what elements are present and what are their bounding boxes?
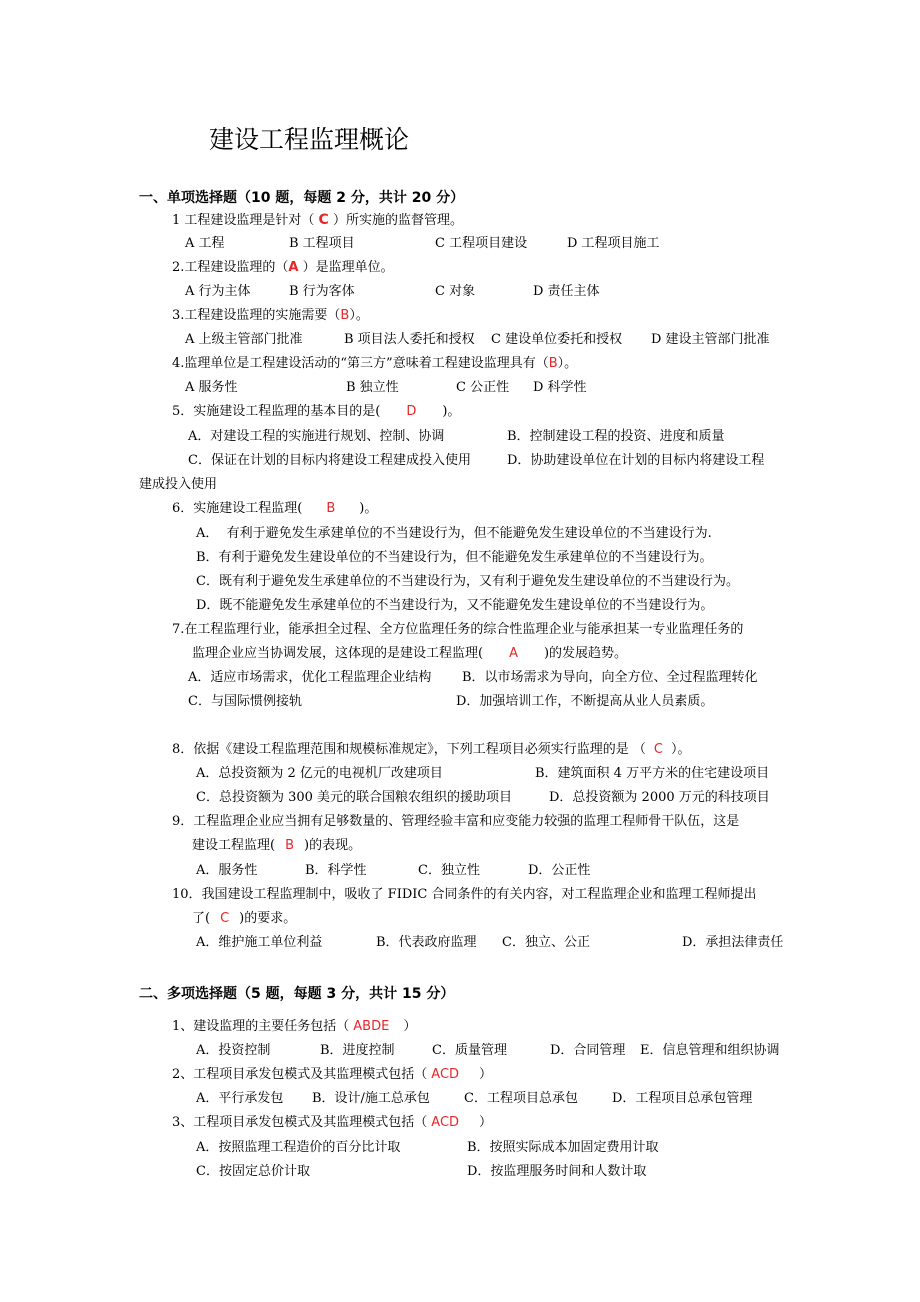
question-text: )。: [359, 501, 378, 516]
option-d: D．工程项目总承包管理: [612, 1091, 753, 1106]
option-c: C．保证在计划的目标内将建设工程建成投入使用: [188, 453, 471, 468]
option-a: A． 有利于避免发生承建单位的不当建设行为，但不能避免发生建设单位的不当建设行为.: [196, 526, 712, 541]
question-text: ）: [479, 1115, 493, 1130]
question-text: 3、工程项目承发包模式及其监理模式包括（: [172, 1115, 428, 1130]
answer-mark: C: [318, 212, 329, 228]
answer-mark: ACD: [431, 1067, 460, 1082]
option-b: B 工程项目: [289, 236, 355, 251]
option-a: A 上级主管部门批准: [185, 332, 303, 347]
option-b: B．科学性: [305, 863, 367, 878]
question-8-stem: [172, 741, 691, 759]
option-c: C 对象: [435, 284, 476, 299]
section-heading-single-choice: 一、单项选择题（10 题，每题 2 分，共计 20 分）: [139, 190, 465, 206]
answer-mark: B: [340, 308, 350, 323]
question-text: ）。: [349, 308, 369, 323]
question-3-stem: [172, 307, 369, 325]
page-title: 建设工程监理概论: [209, 125, 410, 154]
option-b: B 项目法人委托和授权: [344, 332, 475, 347]
question-text: 3.工程建设监理的实施需要（: [172, 308, 341, 323]
option-a: A．服务性: [196, 863, 258, 878]
option-d: D 工程项目施工: [567, 236, 660, 251]
question-text: )。: [442, 404, 461, 419]
option-b: B．进度控制: [320, 1043, 395, 1058]
answer-mark: B: [548, 356, 558, 371]
option-c: C．工程项目总承包: [464, 1091, 578, 1106]
option-d: D．合同管理: [550, 1043, 626, 1058]
option-e: E．信息管理和组织协调: [640, 1043, 780, 1058]
question-text: ）: [479, 1067, 493, 1082]
question-6-stem: [172, 500, 377, 518]
question-5-stem: [172, 403, 460, 421]
option-c: C．质量管理: [432, 1043, 507, 1058]
question-text: 6．实施建设工程监理(: [172, 501, 303, 516]
question-4-stem: [172, 355, 577, 373]
option-d: D 责任主体: [533, 284, 600, 299]
question-text: 4.监理单位是工程建设活动的“第三方”意味着工程建设监理具有（: [172, 356, 549, 371]
option-d: D．按监理服务时间和人数计取: [467, 1164, 647, 1179]
question-text: )的要求。: [239, 911, 297, 926]
mc-question-1-stem: [172, 1018, 416, 1036]
mc-question-3-stem: [172, 1114, 492, 1132]
question-10-stem-line2: [192, 910, 296, 928]
option-a: A 工程: [185, 236, 225, 251]
question-text: 2、工程项目承发包模式及其监理模式包括（: [172, 1067, 428, 1082]
question-text: ）: [403, 1019, 417, 1034]
option-d: D．总投资额为 2000 万元的科技项目: [549, 790, 770, 805]
option-a: A．对建设工程的实施进行规划、控制、协调: [188, 429, 445, 444]
answer-mark: C: [653, 742, 663, 757]
question-text: 了(: [192, 911, 211, 926]
option-c: C 建设单位委托和授权: [491, 332, 623, 347]
option-b: B．设计/施工总承包: [312, 1091, 430, 1106]
option-b: B．控制建设工程的投资、进度和质量: [507, 429, 725, 444]
question-text: 1 工程建设监理是针对（: [172, 213, 319, 228]
option-c: C 公正性: [456, 380, 510, 395]
option-d-continued: 建成投入使用: [139, 477, 218, 492]
option-b: B．建筑面积 4 万平方米的住宅建设项目: [535, 766, 770, 781]
question-text: 建设工程监理(: [192, 838, 276, 853]
question-text: 2.工程建设监理的（: [172, 260, 289, 275]
option-c: C．总投资额为 300 美元的联合国粮农组织的援助项目: [196, 790, 513, 805]
option-a: A．维护施工单位利益: [196, 935, 323, 950]
question-9-stem: 9．工程监理企业应当拥有足够数量的、管理经验丰富和应变能力较强的监理工程师骨干队伍，这是: [172, 814, 740, 829]
option-d: D．承担法律责任: [682, 935, 784, 950]
question-text: 1、建设监理的主要任务包括（: [172, 1019, 350, 1034]
question-text: ）。: [557, 356, 578, 371]
answer-mark: C: [220, 911, 230, 926]
option-b: B 独立性: [346, 380, 399, 395]
question-text: )的发展趋势。: [543, 646, 628, 661]
option-d: D．公正性: [528, 863, 591, 878]
answer-mark: A: [509, 646, 518, 661]
option-a: A．适应市场需求，优化工程监理企业结构: [188, 670, 432, 685]
option-c: C．与国际惯例接轨: [188, 694, 302, 709]
option-d: D 科学性: [533, 380, 587, 395]
question-9-stem-line2: [192, 837, 361, 855]
option-a: A．总投资额为 2 亿元的电视机厂改建项目: [196, 766, 443, 781]
option-d: D．加强培训工作，不断提高从业人员素质。: [456, 694, 714, 709]
question-7-stem-line2: [192, 645, 627, 663]
option-b: B．按照实际成本加固定费用计取: [467, 1140, 659, 1155]
answer-mark: ABDE: [353, 1019, 390, 1034]
option-b: B 行为客体: [289, 284, 355, 299]
option-c: C．既有利于避免发生承建单位的不当建设行为，又有利于避免发生建设单位的不当建设行为。: [196, 574, 739, 589]
question-text: ）是监理单位。: [298, 260, 394, 275]
question-text: )的表现。: [304, 838, 362, 853]
answer-mark: D: [406, 404, 417, 419]
question-text: ）所实施的监督管理。: [328, 213, 463, 228]
answer-mark: B: [326, 501, 336, 516]
option-c: C．按固定总价计取: [196, 1164, 310, 1179]
question-10-stem: 10．我国建设工程监理制中，吸收了 FIDIC 合同条件的有关内容，对工程监理企业和监理工程师提出: [172, 887, 757, 902]
answer-mark: ACD: [431, 1115, 460, 1130]
option-d: D．协助建设单位在计划的目标内将建设工程: [507, 453, 765, 468]
question-2-stem: [172, 259, 394, 277]
option-c: C．独立、公正: [502, 935, 590, 950]
question-7-stem: 7.在工程监理行业，能承担全过程、全方位监理任务的综合性监理企业与能承担某一专业监理任务的: [172, 622, 744, 637]
option-a: A 行为主体: [185, 284, 251, 299]
option-c: C．独立性: [418, 863, 480, 878]
answer-mark: A: [288, 260, 299, 275]
option-b: B．以市场需求为导向，向全方位、全过程监理转化: [462, 670, 758, 685]
mc-question-2-stem: [172, 1066, 492, 1084]
question-text: 监理企业应当协调发展，这体现的是建设工程监理(: [192, 646, 484, 661]
question-1-stem: [172, 211, 463, 230]
question-text: 8．依据《建设工程监理范围和规模标准规定》，下列工程项目必须实行监理的是 （: [172, 742, 646, 757]
question-text: ）。: [670, 742, 691, 757]
option-d: D 建设主管部门批准: [651, 332, 770, 347]
option-b: B．代表政府监理: [376, 935, 477, 950]
section-heading-multiple-choice: 二、多项选择题（5 题，每题 3 分，共计 15 分）: [139, 986, 455, 1002]
option-b: B．有利于避免发生建设单位的不当建设行为，但不能避免发生承建单位的不当建设行为。: [196, 550, 713, 565]
question-text: 5．实施建设工程监理的基本目的是(: [172, 404, 381, 419]
option-a: A．按照监理工程造价的百分比计取: [196, 1140, 401, 1155]
option-c: C 工程项目建设: [435, 236, 528, 251]
option-a: A．平行承发包: [196, 1091, 284, 1106]
option-a: A 服务性: [185, 380, 238, 395]
option-a: A．投资控制: [196, 1043, 271, 1058]
answer-mark: B: [285, 838, 294, 853]
option-d: D．既不能避免发生承建单位的不当建设行为，又不能避免发生建设单位的不当建设行为。: [196, 598, 714, 613]
